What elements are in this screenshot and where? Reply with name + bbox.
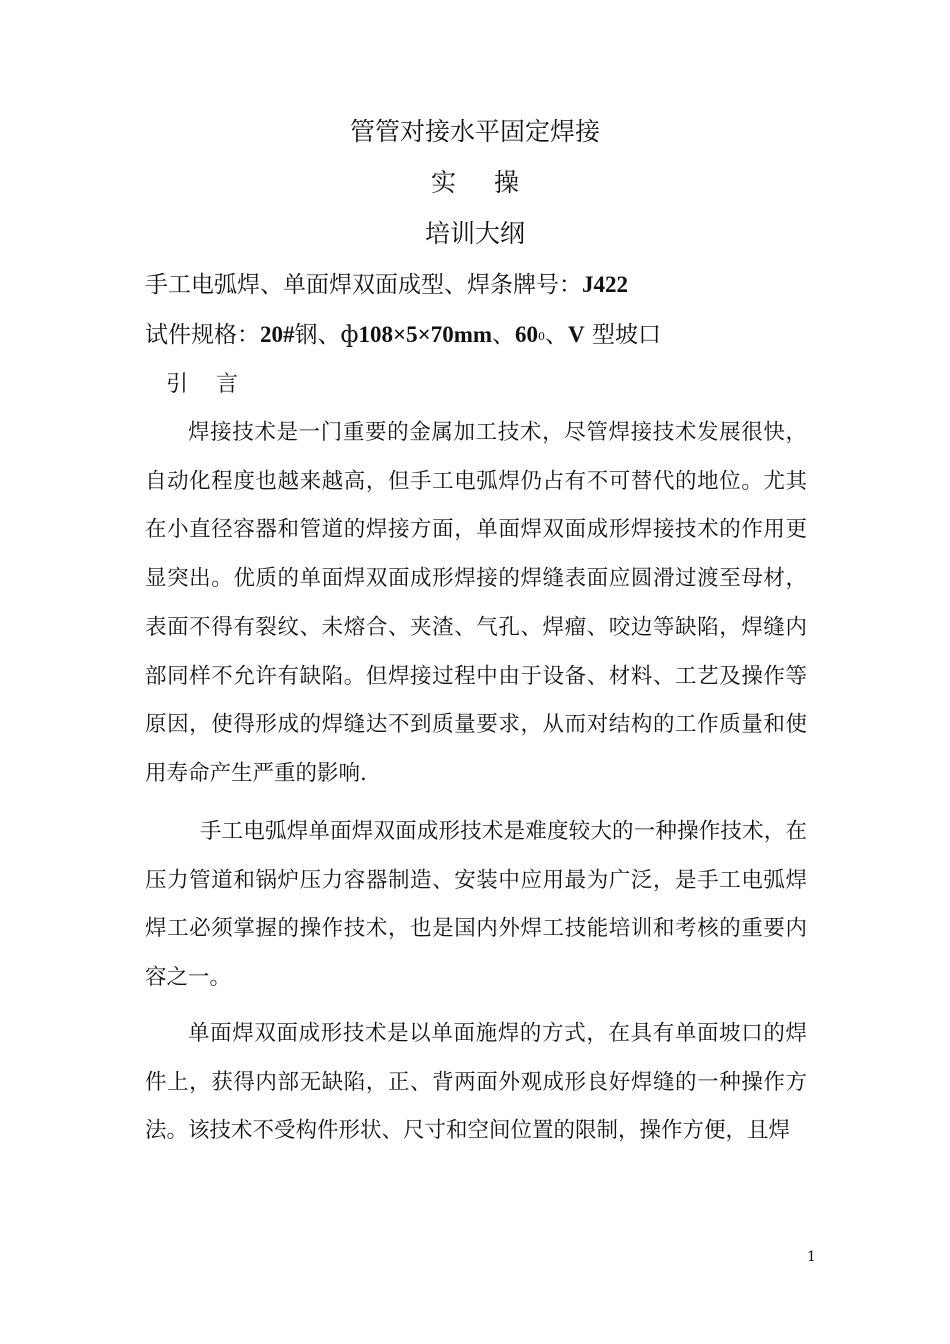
paragraph-1: 焊接技术是一门重要的金属加工技术，尽管焊接技术发展很快，自动化程度也越来越高，但手工电弧焊仍占有不可替代的地位。尤其在小直径容器和管道的焊接方面，单面焊双面成形焊接技术的作用更显突出。优质的单面焊双面成形焊接的焊缝表面应圆滑过渡至母材，表面不得有裂纹、未熔合、夹渣、气孔、焊瘤、咬边等缺陷，焊缝内部同样不允许有缺陷。但焊接过程中由于设备、材料、工艺及操作等原因，使得形成的焊缝达不到质量要求，从而对结构的工作质量和使用寿命产生严重的影响. [145,420,807,786]
intro-heading: 引言 [166,372,267,397]
specimen-spec-line [145,320,661,352]
phi-symbol: ф [340,322,359,348]
welding-method-line [145,270,628,300]
steel-grade: 20# [260,322,295,347]
spec-prefix: 试件规格： [145,322,260,348]
separator-2: 、 [545,322,569,348]
groove-type-text: 型坡口 [584,322,661,348]
electrode-code: J422 [582,272,628,297]
steel-suffix: 钢、 [294,322,341,348]
paragraph-2: 手工电弧焊单面焊双面成形技术是难度较大的一种操作技术，在压力管道和锅炉压力容器制造、安装中应用最为广泛，是手工电弧焊焊工必须掌握的操作技术，也是国内外焊工技能培训和考核的重要内容之一。 [145,819,807,991]
welding-method-text: 手工电弧焊、单面焊双面成型、焊条牌号： [145,272,582,298]
degree-mark: 0 [538,330,546,343]
document-subtitle: 实操 [430,168,557,197]
document-outline-title: 培训大纲 [424,219,525,248]
page-number: 1 [807,1249,816,1265]
groove-angle: 60 [515,322,539,347]
pipe-dimensions: 108×5×70mm [358,322,493,347]
separator: 、 [492,322,516,348]
paragraph-3: 单面焊双面成形技术是以单面施焊的方式，在具有单面坡口的焊件上，获得内部无缺陷，正、背两面外观成形良好焊缝的一种操作方法。该技术不受构件形状、尺寸和空间位置的限制，操作方便，且焊 [145,1021,807,1144]
document-title: 管管对接水平固定焊接 [349,117,600,146]
groove-type-letter: V [568,322,585,347]
